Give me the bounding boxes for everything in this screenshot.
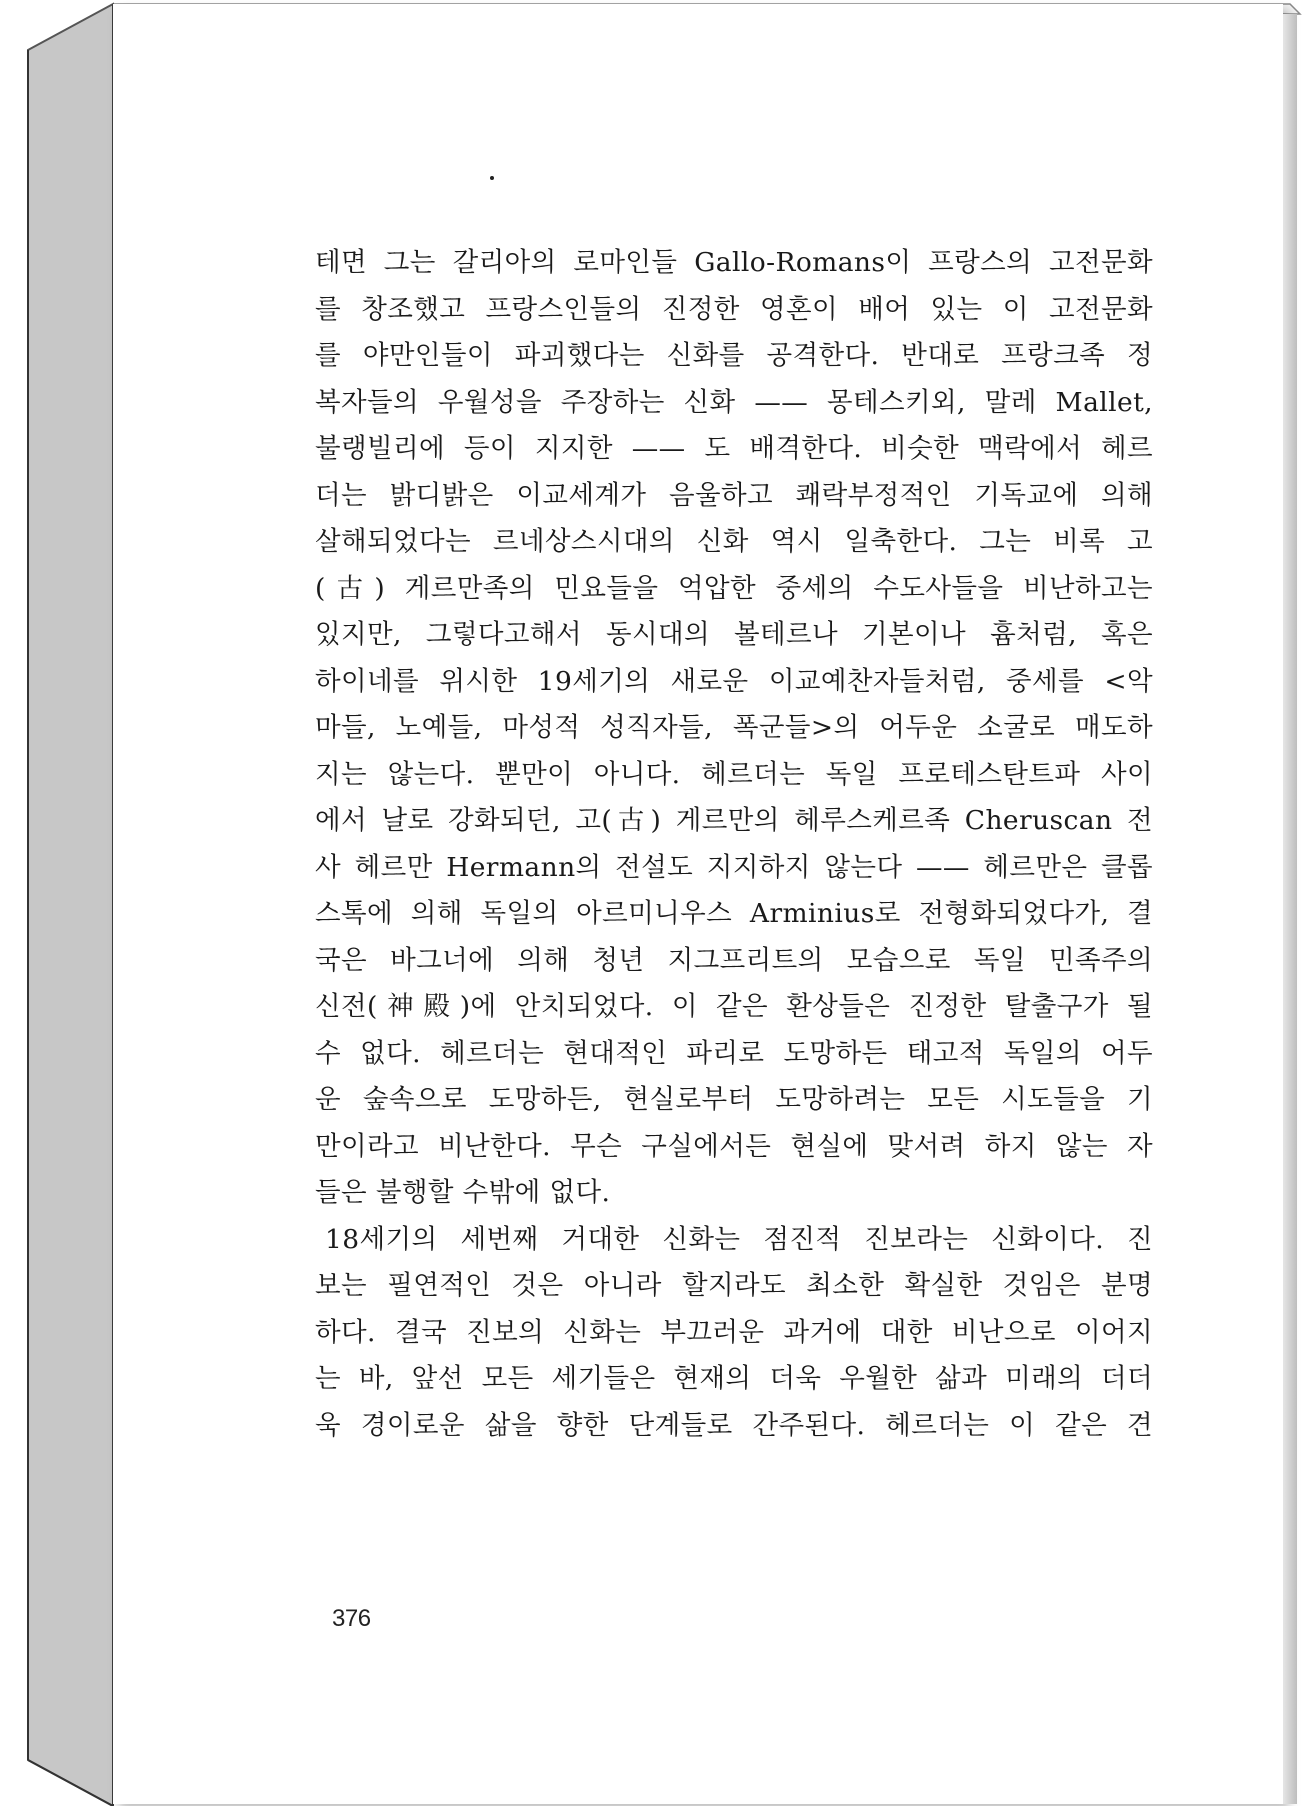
text-line: 하이네를 위시한 19세기의 새로운 이교예찬자들처럼, 중세를 <악	[315, 665, 1153, 697]
text-line: 는 바, 앞선 모든 세기들은 현재의 더욱 우월한 삶과 미래의 더더	[315, 1363, 1153, 1394]
text-line: 스톡에 의해 독일의 아르미니우스 Arminius로 전형화되었다가, 결	[315, 898, 1153, 929]
text-line: 지는 않는다. 뿐만이 아니다. 헤르더는 독일 프로테스탄트파 사이	[315, 758, 1153, 790]
page-right-edge	[1283, 14, 1297, 1804]
text-line: 보는 필연적인 것은 아니라 할지라도 최소한 확실한 것임은 분명	[315, 1270, 1153, 1301]
text-line: 사 헤르만 Hermann의 전설도 지지하지 않는다 —— 헤르만은 클롭	[315, 851, 1153, 883]
text-line: 불랭빌리에 등이 지지한 —— 도 배격한다. 비슷한 맥락에서 헤르	[315, 433, 1153, 464]
text-line: 에서 날로 강화되던, 고(古) 게르만의 헤루스케르족 Cheruscan 전	[315, 805, 1153, 836]
page-number: 376	[332, 1605, 371, 1632]
text-line: 들은 불행할 수밖에 없다.	[315, 1177, 611, 1208]
text-line: 18세기의 세번째 거대한 신화는 점진적 진보라는 신화이다. 진	[325, 1223, 1153, 1255]
text-line: 복자들의 우월성을 주장하는 신화 —— 몽테스키외, 말레 Mallet,	[315, 386, 1153, 418]
text-line: 수 없다. 헤르더는 현대적인 파리로 도망하든 태고적 독일의 어두	[315, 1037, 1153, 1069]
text-line: 더는 밝디밝은 이교세계가 음울하고 쾌락부정적인 기독교에 의해	[315, 479, 1153, 511]
text-line: 를 창조했고 프랑스인들의 진정한 영혼이 배어 있는 이 고전문화	[315, 293, 1153, 325]
text-line: 테면 그는 갈리아의 로마인들 Gallo-Romans이 프랑스의 고전문화	[315, 247, 1153, 278]
book-spine-face	[28, 4, 113, 1806]
text-line: (古) 게르만족의 민요들을 억압한 중세의 수도사들을 비난하고는	[315, 572, 1153, 604]
text-line: 하다. 결국 진보의 신화는 부끄러운 과거에 대한 비난으로 이어지	[315, 1316, 1153, 1348]
text-line: 국은 바그너에 의해 청년 지그프리트의 모습으로 독일 민족주의	[315, 944, 1153, 976]
text-line: 운 숲속으로 도망하든, 현실로부터 도망하려는 모든 시도들을 기	[315, 1084, 1153, 1115]
text-line: 있지만, 그렇다고해서 동시대의 볼테르나 기본이나 흄처럼, 혹은	[315, 619, 1153, 650]
body-text	[315, 240, 1153, 1449]
text-line: 욱 경이로운 삶을 향한 단계들로 간주된다. 헤르더는 이 같은 견	[315, 1409, 1153, 1441]
text-line: 를 야만인들이 파괴했다는 신화를 공격한다. 반대로 프랑크족 정	[315, 340, 1153, 371]
text-line: 살해되었다는 르네상스시대의 신화 역시 일축한다. 그는 비록 고	[315, 526, 1153, 557]
ink-speck	[490, 176, 494, 180]
text-line: 신전(神殿)에 안치되었다. 이 같은 환상들은 진정한 탈출구가 될	[315, 991, 1153, 1022]
text-line: 마들, 노예들, 마성적 성직자들, 폭군들>의 어두운 소굴로 매도하	[315, 712, 1153, 743]
text-line: 만이라고 비난한다. 무슨 구실에서든 현실에 맞서려 하지 않는 자	[315, 1130, 1153, 1162]
